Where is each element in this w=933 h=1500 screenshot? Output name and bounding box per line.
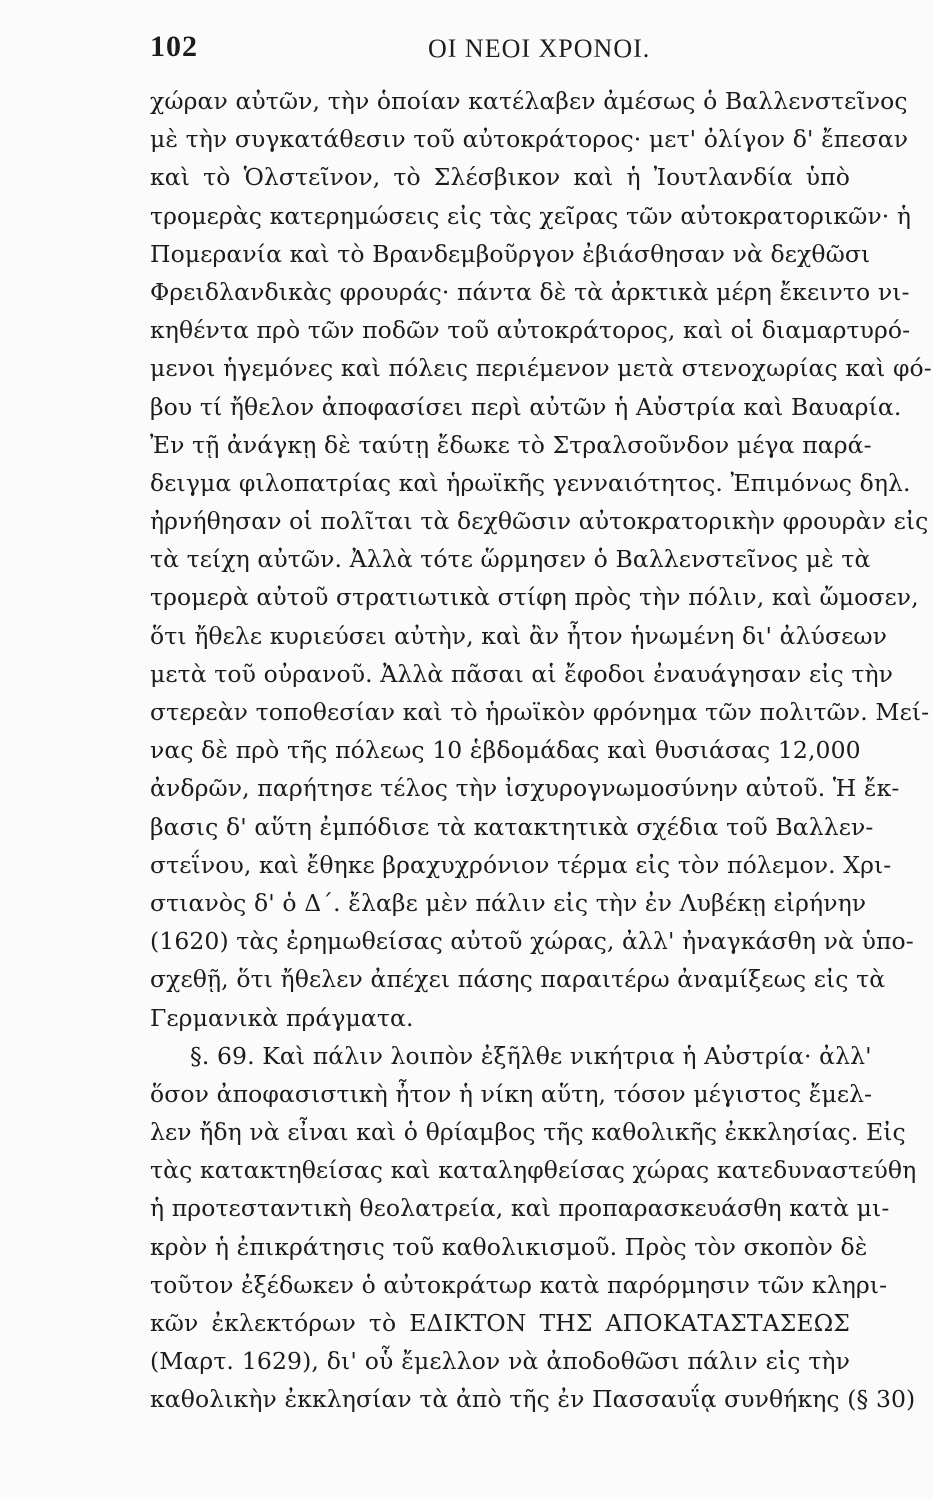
text-line: ὅσον ἀποφασιστικὴ ἦτον ἡ νίκη αὕτη, τόσον μέγιστος ἔμελ-: [150, 1079, 873, 1108]
text-line: Γερμανικὰ πράγματα.: [150, 1003, 414, 1032]
text-line: κῶν ἐκλεκτόρων τὸ ΕΔΙΚΤΟΝ ΤΗΣ ΑΠΟΚΑΤΑΣΤΑΣΕΩΣ: [150, 1309, 850, 1337]
text-line: κρὸν ἡ ἐπικράτησις τοῦ καθολικισμοῦ. Πρὸς τὸν σκοπὸν δὲ: [150, 1232, 868, 1261]
text-line: λεν ἤδη νὰ εἶναι καὶ ὁ θρίαμβος τῆς καθολικῆς ἐκκλησίας. Εἰς: [150, 1118, 906, 1147]
text-line: μενοι ἡγεμόνες καὶ πόλεις περιέμενον μετὰ στενοχωρίας καὶ φό-: [150, 354, 932, 383]
text-line: βασις δ' αὕτη ἐμπόδισε τὰ κατακτητικὰ σχέδια τοῦ Βαλλεν-: [150, 812, 874, 841]
running-title: ΟΙ ΝΕΟΙ ΧΡΟΝΟΙ.: [428, 34, 651, 63]
text-line: κηθέντα πρὸ τῶν ποδῶν τοῦ αὐτοκράτορος, καὶ οἱ διαμαρτυρό-: [150, 316, 911, 345]
text-line: Ἐν τῇ ἀνάγκῃ δὲ ταύτῃ ἔδωκε τὸ Στραλσοῦνδον μέγα παρά-: [150, 430, 872, 459]
text-line: μὲ τὴν συγκατάθεσιν τοῦ αὐτοκράτορος· μετ' ὀλίγον δ' ἔπεσαν: [150, 125, 909, 154]
text-line: (1620) τὰς ἐρημωθείσας αὐτοῦ χώρας, ἀλλ' ἠναγκάσθη νὰ ὑπο-: [150, 927, 914, 956]
text-line: σχεθῇ, ὅτι ἤθελεν ἀπέχει πάσης παραιτέρω ἀναμίξεως εἰς τὰ: [150, 965, 886, 994]
text-line: ἡ προτεσταντικὴ θεολατρεία, καὶ προπαρασκευάσθη κατὰ μι-: [150, 1194, 890, 1223]
text-line: καὶ τὸ Ὁλστεῖνον, τὸ Σλέσβικον καὶ ἡ Ἰουτλανδία ὑπὸ: [150, 163, 850, 192]
text-line: βου τί ἤθελον ἀποφασίσει περὶ αὐτῶν ἡ Αὐστρία καὶ Βαυαρία.: [150, 392, 902, 421]
text-line: ἠρνήθησαν οἱ πολῖται τὰ δεχθῶσιν αὐτοκρατορικὴν φρουρὰν εἰς: [150, 507, 929, 536]
text-line: στιανὸς δ' ὁ Δ΄. ἔλαβε μὲν πάλιν εἰς τὴν ἐν Λυβέκῃ εἰρήνην: [150, 888, 867, 917]
text-line: Πομερανία καὶ τὸ Βρανδεμβοῦργον ἐβιάσθησαν νὰ δεχθῶσι: [150, 239, 871, 268]
text-line: στερεὰν τοποθεσίαν καὶ τὸ ἡρωϊκὸν φρόνημα τῶν πολιτῶν. Μεί-: [150, 698, 930, 726]
text-line: §. 69. Καὶ πάλιν λοιπὸν ἐξῆλθε νικήτρια ἡ Αὐστρία· ἀλλ': [190, 1041, 872, 1070]
text-line: ὅτι ἤθελε κυριεύσει αὐτὴν, καὶ ἂν ἦτον ἡνωμένη δι' ἀλύσεων: [150, 621, 888, 650]
body-text: [150, 82, 932, 1419]
text-line: τρομερὰς κατερημώσεις εἰς τὰς χεῖρας τῶν αὐτοκρατορικῶν· ἡ: [150, 201, 912, 230]
text-line: ἀνδρῶν, παρήτησε τέλος τὴν ἰσχυρογνωμοσύνην αὐτοῦ. Ἡ ἔκ-: [150, 774, 900, 803]
text-line: μετὰ τοῦ οὐρανοῦ. Ἀλλὰ πᾶσαι αἱ ἔφοδοι ἐναυάγησαν εἰς τὴν: [150, 659, 894, 688]
text-line: στεΐνου, καὶ ἔθηκε βραχυχρόνιον τέρμα εἰς τὸν πόλεμον. Χρι-: [150, 850, 892, 879]
text-line: τρομερὰ αὐτοῦ στρατιωτικὰ στίφη πρὸς τὴν πόλιν, καὶ ὤμοσεν,: [150, 583, 919, 612]
page-header: [150, 30, 850, 70]
text-line: τὰς κατακτηθείσας καὶ καταληφθείσας χώρας κατεδυναστεύθη: [150, 1156, 917, 1185]
text-line: νας δὲ πρὸ τῆς πόλεως 10 ἑβδομάδας καὶ θυσιάσας 12,000: [150, 736, 861, 765]
text-line: χώραν αὐτῶν, τὴν ὁποίαν κατέλαβεν ἀμέσως ὁ Βαλλενστεῖνος: [150, 87, 908, 115]
text-line: δειγμα φιλοπατρίας καὶ ἡρωϊκῆς γενναιότητος. Ἐπιμόνως δηλ.: [150, 468, 911, 497]
text-line: (Μαρτ. 1629), δι' οὗ ἔμελλον νὰ ἀποδοθῶσι πάλιν εἰς τὴν: [150, 1347, 850, 1376]
text-line: τὰ τείχη αὐτῶν. Ἀλλὰ τότε ὥρμησεν ὁ Βαλλενστεῖνος μὲ τὰ: [150, 545, 871, 574]
page-number: 102: [150, 30, 198, 63]
text-line: Φρειδλανδικὰς φρουράς· πάντα δὲ τὰ ἀρκτικὰ μέρη ἔκειντο νι-: [150, 277, 910, 306]
text-line: τοῦτον ἐξέδωκεν ὁ αὐτοκράτωρ κατὰ παρόρμησιν τῶν κληρι-: [150, 1270, 888, 1299]
text-line: καθολικὴν ἐκκλησίαν τὰ ἀπὸ τῆς ἐν Πασσαυΐᾳ συνθήκης (§ 30): [150, 1385, 916, 1414]
